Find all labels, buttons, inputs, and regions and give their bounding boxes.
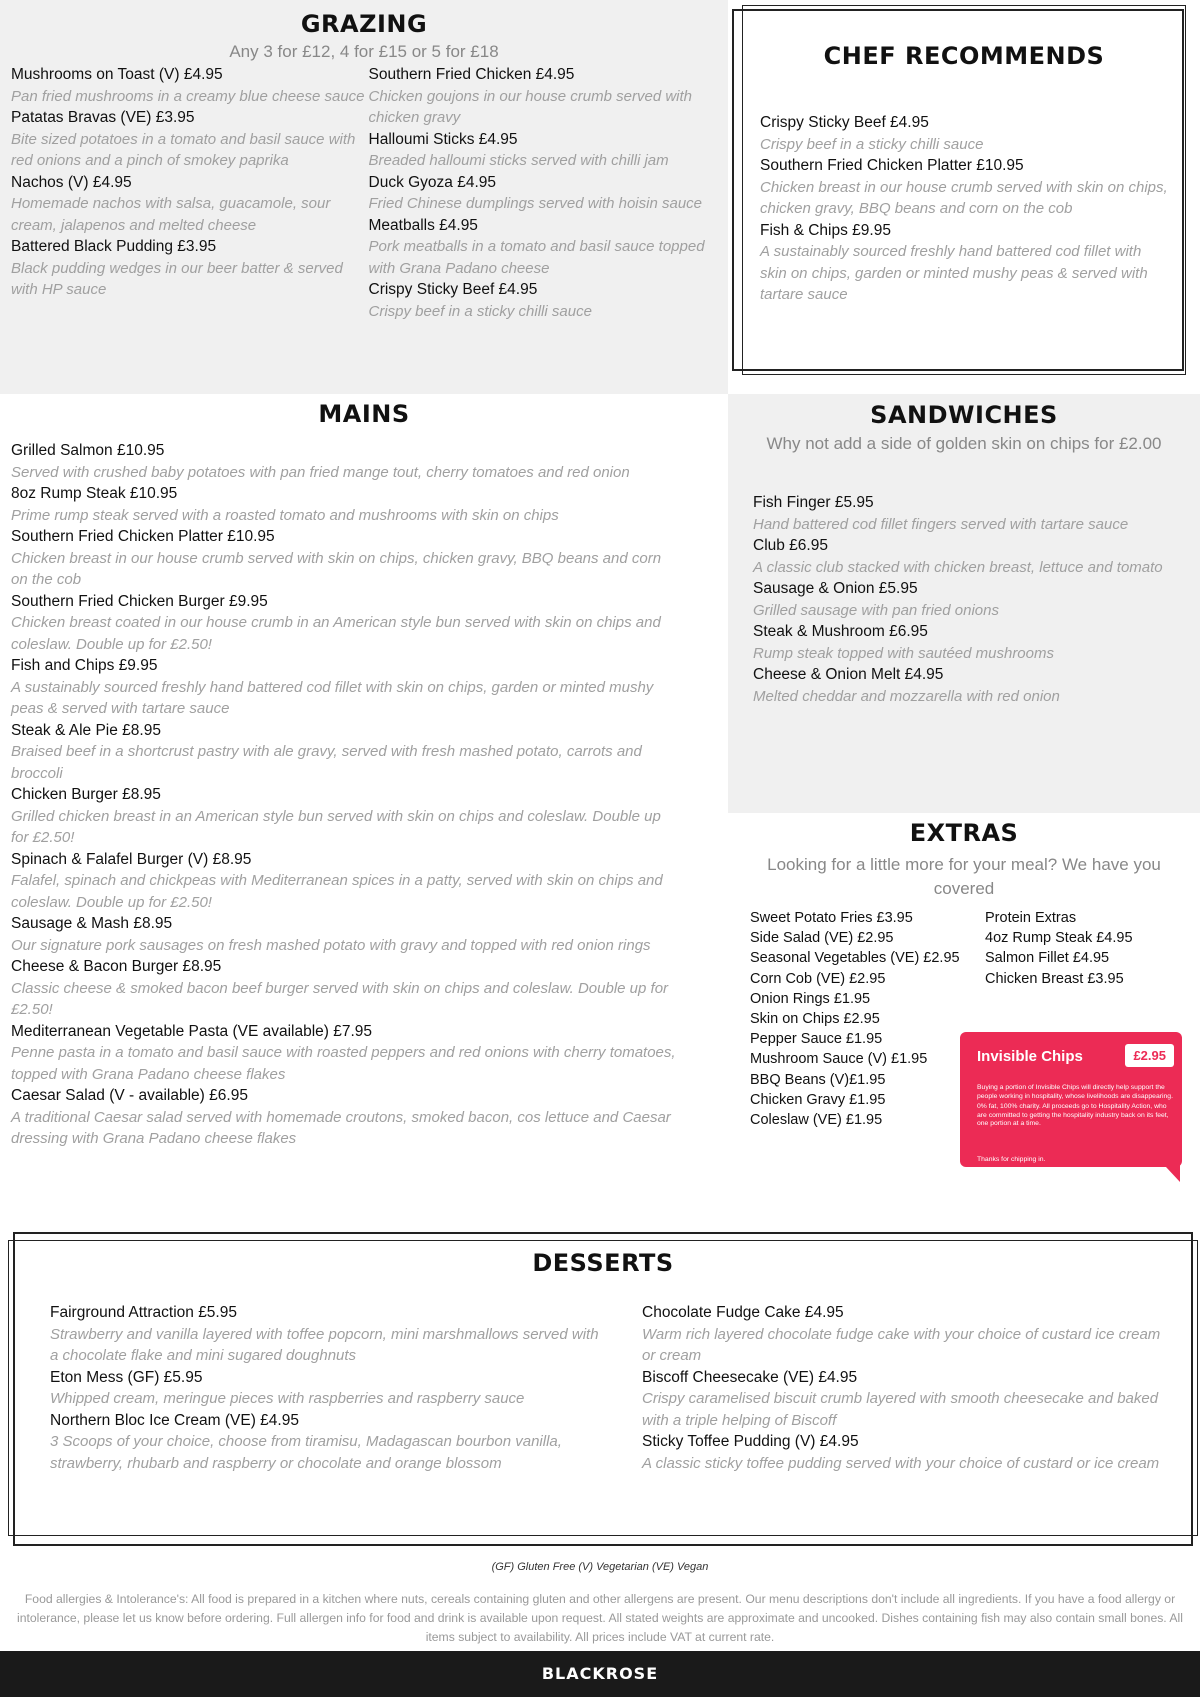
list-item: 4oz Rump Steak £4.95	[985, 930, 1133, 947]
menu-item	[369, 129, 729, 172]
extras-sides-list	[750, 908, 980, 1130]
list-item: Corn Cob (VE) £2.95	[750, 970, 886, 987]
item-name: Sausage & Mash £8.95	[11, 915, 173, 932]
grazing-column-right	[369, 64, 729, 322]
item-description: Grilled chicken breast in an American style bun served with skin on chips and coleslaw. Double up for £2.50!	[11, 807, 661, 846]
menu-item	[11, 526, 681, 591]
list-item: Onion Rings £1.95	[750, 990, 871, 1007]
footer-bar	[0, 1651, 1200, 1697]
list-item: Seasonal Vegetables (VE) £2.95	[750, 950, 960, 967]
menu-item	[11, 913, 681, 956]
item-name: Northern Bloc Ice Cream (VE) £4.95	[50, 1411, 299, 1429]
item-description: Served with crushed baby potatoes with pan fried mange tout, cherry tomatoes and red onion	[11, 463, 630, 481]
item-name: Fish Finger £5.95	[753, 494, 874, 511]
menu-item	[753, 492, 1183, 535]
item-name: Battered Black Pudding £3.95	[11, 238, 217, 255]
item-description: Strawberry and vanilla layered with toffee popcorn, mini marshmallows served with a chocolate flake and mini sugared doughnuts	[50, 1325, 599, 1364]
item-description: Homemade nachos with salsa, guacamole, sour cream, jalapenos and melted cheese	[11, 195, 331, 234]
card-price-tag: £2.95	[1125, 1044, 1174, 1067]
item-description: Our signature pork sausages on fresh mashed potato with gravy and topped with red onion rings	[11, 936, 651, 954]
item-description: Breaded halloumi sticks served with chilli jam	[368, 152, 669, 169]
item-name: Mediterranean Vegetable Pasta (VE available) £7.95	[11, 1022, 373, 1040]
item-description: A traditional Caesar salad served with homemade croutons, smoked bacon, cos lettuce and Caesar dressing with Grana Padano cheese flakes	[11, 1108, 671, 1147]
menu-item	[11, 956, 681, 1021]
desserts-title: DESSERTS	[532, 1249, 674, 1277]
item-description: Warm rich layered chocolate fudge cake with your choice of custard ice cream or cream	[642, 1325, 1161, 1364]
sandwiches-section	[728, 394, 1200, 813]
item-name: Chicken Burger £8.95	[11, 786, 161, 803]
item-description: Hand battered cod fillet fingers served with tartare sauce	[753, 515, 1129, 533]
menu-item	[369, 279, 729, 322]
desserts-section	[8, 1232, 1198, 1546]
item-description: Black pudding wedges in our beer batter & served with HP sauce	[11, 259, 343, 298]
item-name: Southern Fried Chicken Burger £9.95	[11, 592, 268, 610]
extras-protein-list	[985, 908, 1185, 989]
item-description: Fried Chinese dumplings served with hoisin sauce	[368, 195, 703, 212]
item-description: Chicken goujons in our house crumb served with chicken gravy	[368, 87, 693, 126]
menu-item	[11, 64, 369, 107]
item-description: Whipped cream, meringue pieces with raspberries and raspberry sauce	[50, 1390, 525, 1407]
menu-item	[50, 1302, 610, 1367]
list-item: Side Salad (VE) £2.95	[750, 930, 894, 947]
chef-recommends-section	[732, 5, 1196, 375]
item-description: Chicken breast in our house crumb served with skin on chips, chicken gravy, BBQ beans and corn on the cob	[760, 178, 1168, 217]
item-name: Eton Mess (GF) £5.95	[50, 1368, 203, 1386]
item-name: Steak & Mushroom £6.95	[753, 623, 928, 640]
menu-item	[753, 621, 1183, 664]
item-name: Patatas Bravas (VE) £3.95	[11, 109, 195, 126]
grazing-subtitle: Any 3 for £12, 4 for £15 or 5 for £18	[229, 42, 499, 61]
item-name: Nachos (V) £4.95	[11, 173, 132, 191]
item-description: Melted cheddar and mozzarella with red onion	[753, 687, 1060, 705]
item-description: Crispy beef in a sticky chilli sauce	[760, 135, 984, 153]
item-name: Club £6.95	[753, 537, 828, 554]
item-description: Prime rump steak served with a roasted tomato and mushrooms with skin on chips	[11, 506, 559, 524]
menu-item	[753, 664, 1183, 707]
item-name: Fish & Chips £9.95	[760, 221, 891, 239]
menu-item	[760, 155, 1172, 220]
menu-item	[11, 440, 681, 483]
item-description: Classic cheese & smoked bacon beef burger served with skin on chips and coleslaw. Double up for £2.50!	[11, 979, 669, 1018]
menu-item	[11, 172, 369, 237]
item-description: Falafel, spinach and chickpeas with Mediterranean spices in a patty, served with skin on chips and coleslaw. Double up for £2.50!	[11, 872, 663, 911]
item-name: Chocolate Fudge Cake £4.95	[642, 1304, 844, 1321]
desserts-column-left	[50, 1302, 610, 1474]
item-description: Braised beef in a shortcrust pastry with ale gravy, served with fresh mashed potato, carrots and broccoli	[11, 743, 642, 782]
menu-item	[760, 112, 1172, 155]
item-name: Steak & Ale Pie £8.95	[11, 721, 161, 739]
item-name: Spinach & Falafel Burger (V) £8.95	[11, 850, 252, 868]
item-description: Chicken breast in our house crumb served with skin on chips, chicken gravy, BBQ beans and corn on the cob	[11, 549, 662, 588]
menu-item	[11, 107, 369, 172]
protein-extras-heading: Protein Extras	[985, 910, 1077, 926]
menu-item	[642, 1367, 1162, 1432]
menu-item	[369, 172, 729, 215]
item-description: Chicken breast coated in our house crumb in an American style bun served with skin on chips and coleslaw. Double up for £2.50!	[11, 614, 661, 653]
card-thanks: Thanks for chipping in.	[977, 1156, 1046, 1163]
item-name: Crispy Sticky Beef £4.95	[368, 281, 538, 298]
list-item: Chicken Breast £3.95	[985, 970, 1124, 987]
item-name: Fairground Attraction £5.95	[50, 1304, 237, 1321]
item-description: A classic club stacked with chicken breast, lettuce and tomato	[753, 558, 1163, 576]
sandwiches-subtitle: Why not add a side of golden skin on chips for £2.00	[766, 434, 1162, 453]
grazing-section	[0, 0, 728, 394]
menu-item	[11, 1021, 681, 1086]
item-description: A sustainably sourced freshly hand battered cod fillet with skin on chips, garden or minted mushy peas & served with tartare sauce	[760, 243, 1148, 303]
invisible-chips-card	[960, 1032, 1182, 1198]
item-name: Southern Fried Chicken £4.95	[368, 66, 575, 83]
item-name: Meatballs £4.95	[368, 216, 478, 234]
item-name: Sausage & Onion £5.95	[753, 580, 918, 597]
grazing-column-left	[11, 64, 369, 322]
item-name: Fish and Chips £9.95	[11, 657, 158, 674]
desserts-column-right	[642, 1302, 1162, 1474]
item-description: Crispy caramelised biscuit crumb layered with smooth cheesecake and baked with a triple helping of Biscoff	[642, 1390, 1159, 1429]
item-name: Southern Fried Chicken Platter £10.95	[760, 157, 1024, 174]
menu-item	[753, 535, 1183, 578]
menu-item	[11, 849, 681, 914]
item-name: Sticky Toffee Pudding (V) £4.95	[642, 1433, 859, 1450]
menu-item	[50, 1410, 610, 1475]
item-description: Grilled sausage with pan fried onions	[753, 601, 999, 619]
list-item: BBQ Beans (V)£1.95	[750, 1071, 886, 1088]
menu-item	[11, 236, 369, 301]
list-item: Skin on Chips £2.95	[750, 1011, 880, 1028]
item-description: A classic sticky toffee pudding served with your choice of custard or ice cream	[642, 1454, 1160, 1472]
dietary-legend: (GF) Gluten Free (V) Vegetarian (VE) Vegan	[491, 1561, 709, 1573]
item-description: Pork meatballs in a tomato and basil sauce topped with Grana Padano cheese	[368, 238, 705, 277]
mains-section	[0, 394, 728, 1184]
item-description: 3 Scoops of your choice, choose from tiramisu, Madagascan bourbon vanilla, strawberry, rhubarb and raspberry or chocolate and orange blossom	[50, 1433, 562, 1472]
menu-item	[642, 1431, 1162, 1474]
list-item: Mushroom Sauce (V) £1.95	[750, 1051, 928, 1068]
card-body-text: Buying a portion of Invisible Chips will directly help support the people working in hospitality, whose livelihoods are disappearing.	[977, 1084, 1173, 1100]
card-tail	[1152, 1152, 1180, 1182]
item-name: Duck Gyoza £4.95	[368, 173, 497, 191]
menu-item	[11, 784, 681, 849]
list-item: Sweet Potato Fries £3.95	[750, 910, 913, 926]
item-description: Pan fried mushrooms in a creamy blue cheese sauce	[11, 87, 365, 105]
menu-item	[11, 483, 681, 526]
item-name: Southern Fried Chicken Platter £10.95	[11, 528, 275, 545]
item-name: Biscoff Cheesecake (VE) £4.95	[642, 1368, 858, 1386]
list-item: Coleslaw (VE) £1.95	[750, 1112, 883, 1129]
item-description: Bite sized potatoes in a tomato and basil sauce with red onions and a pinch of smokey paprika	[11, 130, 356, 169]
grazing-title: GRAZING	[300, 10, 428, 38]
menu-item	[11, 720, 681, 785]
item-description: Rump steak topped with sautéed mushrooms	[753, 644, 1054, 662]
item-description: A sustainably sourced freshly hand battered cod fillet with skin on chips, garden or minted mushy peas & served with tartare sauce	[11, 678, 654, 717]
menu-item	[642, 1302, 1162, 1367]
list-item: Salmon Fillet £4.95	[985, 950, 1110, 967]
menu-item	[760, 220, 1172, 306]
list-item: Chicken Gravy £1.95	[750, 1091, 886, 1108]
item-name: Caesar Salad (V - available) £6.95	[11, 1087, 248, 1104]
brand-logo: BLACKROSE	[541, 1664, 659, 1683]
menu-item	[50, 1367, 610, 1410]
item-description: Penne pasta in a tomato and basil sauce with roasted peppers and red onions with cherry tomatoes, topped with Grana Padano cheese flakes	[11, 1044, 676, 1083]
extras-title: EXTRAS	[909, 819, 1019, 847]
allergy-notice: Food allergies & Intolerance's: All food is prepared in a kitchen where nuts, cereals containing gluten and other allergens are present. Our menu descriptions don't include all ingredients. If you have a food allergy or intolerance, please let us know before ordering. Full allergen info for food and drink is available upon request. All stated weights are approximate and uncooked. Dishes containing fish may also contain small bones. All items subject to availability. All prices include VAT at current rate.	[17, 1592, 1183, 1644]
chef-recommends-title: CHEF RECOMMENDS	[823, 42, 1105, 70]
extras-subtitle: Looking for a little more for your meal? We have you covered	[767, 855, 1161, 898]
item-name: Grilled Salmon £10.95	[11, 442, 165, 459]
menu-item	[369, 64, 729, 129]
item-name: 8oz Rump Steak £10.95	[11, 485, 178, 502]
sandwiches-title: SANDWICHES	[870, 401, 1058, 429]
item-name: Mushrooms on Toast (V) £4.95	[11, 66, 223, 83]
item-name: Halloumi Sticks £4.95	[368, 130, 518, 148]
menu-item	[753, 578, 1183, 621]
menu-item	[11, 591, 681, 656]
item-name: Cheese & Onion Melt £4.95	[753, 666, 944, 683]
card-body	[977, 1084, 1173, 1131]
mains-title: MAINS	[318, 400, 410, 428]
item-name: Cheese & Bacon Burger £8.95	[11, 958, 222, 975]
card-title: Invisible Chips	[977, 1048, 1083, 1065]
item-name: Crispy Sticky Beef £4.95	[760, 114, 929, 131]
menu-item	[11, 1085, 681, 1150]
menu-item	[11, 655, 681, 720]
menu-item	[369, 215, 729, 280]
list-item: Pepper Sauce £1.95	[750, 1031, 883, 1048]
item-description: Crispy beef in a sticky chilli sauce	[368, 302, 592, 320]
card-body-text: 0% fat, 100% charity. All proceeds go to Hospitality Action, who are committed to getting the hospitality industry back on its feet, one portion at a time.	[977, 1103, 1169, 1128]
